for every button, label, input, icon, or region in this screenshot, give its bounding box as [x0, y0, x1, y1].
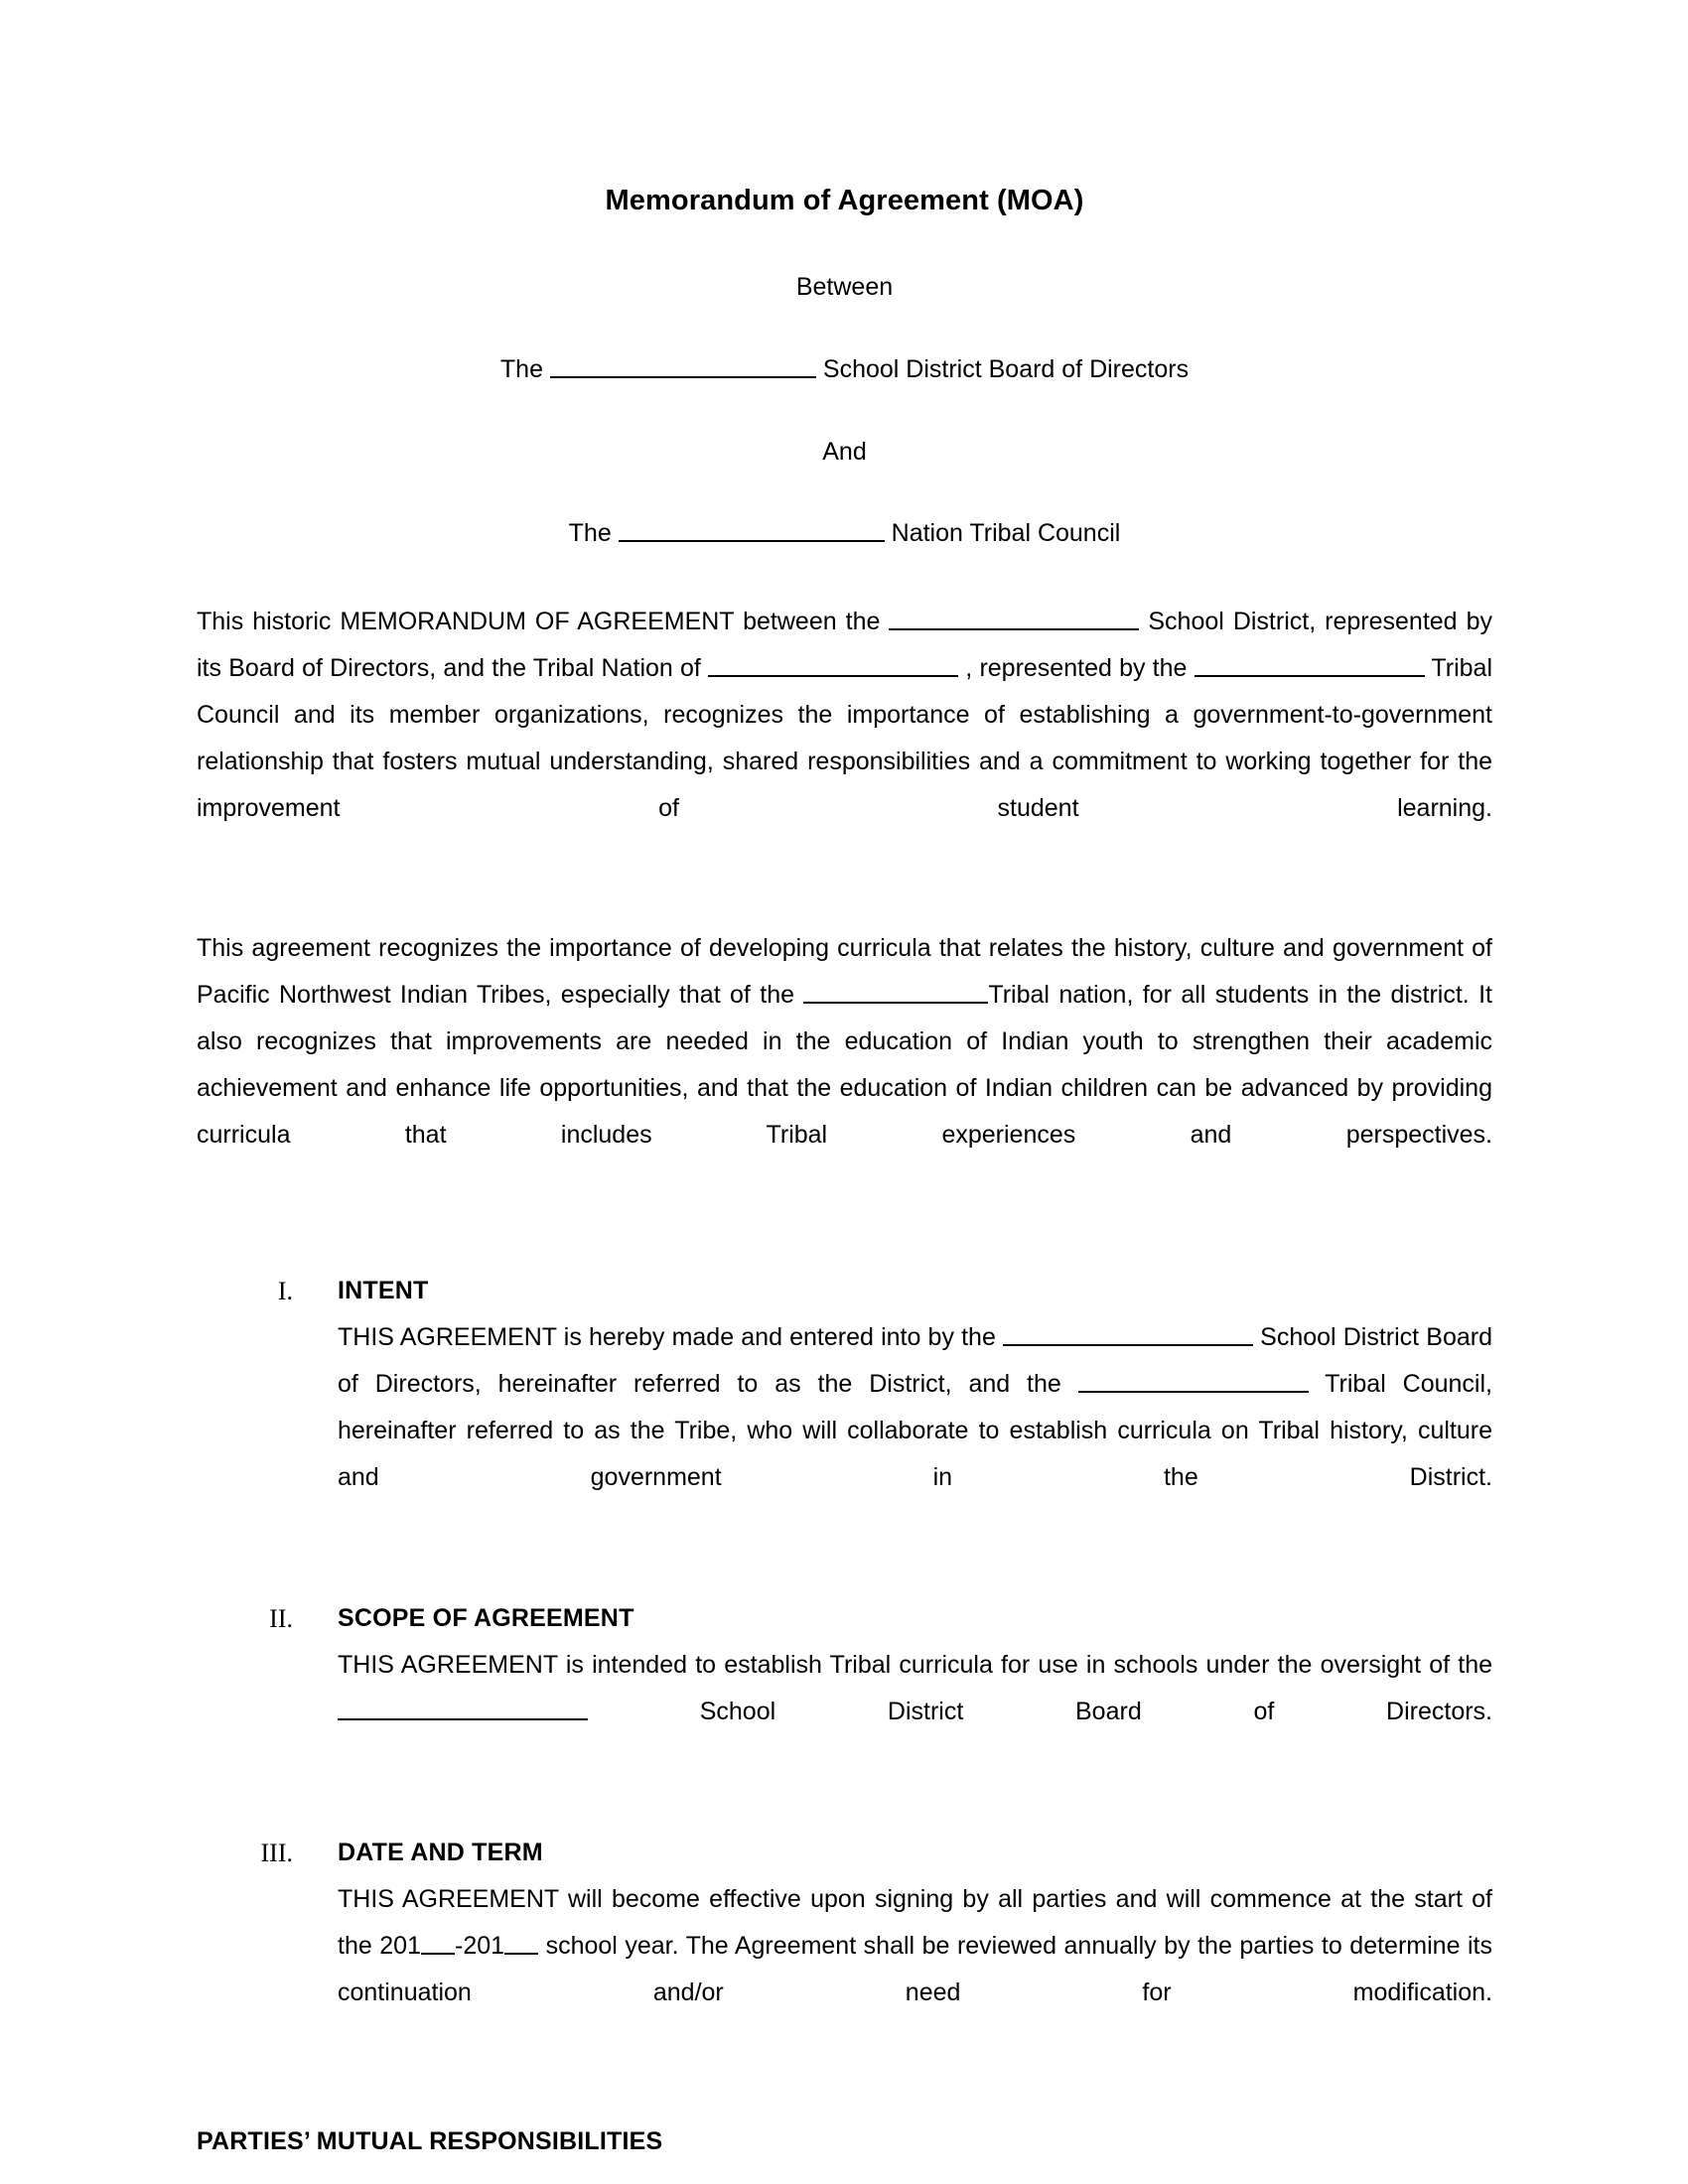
party-two-prefix: The — [568, 519, 612, 547]
fill-in-blank[interactable] — [708, 653, 958, 677]
fill-in-blank[interactable] — [338, 1697, 588, 1720]
section-body — [293, 1268, 1492, 1548]
party-one-blank[interactable] — [550, 354, 816, 378]
fill-in-blank[interactable] — [1195, 653, 1425, 677]
section-body — [293, 1595, 1492, 1782]
party-two-suffix: Nation Tribal Council — [891, 519, 1121, 547]
fill-in-blank[interactable] — [889, 607, 1139, 630]
fill-in-blank[interactable] — [1003, 1322, 1253, 1346]
party-two-blank[interactable] — [619, 518, 885, 542]
fill-in-blank[interactable] — [1078, 1369, 1309, 1393]
section-scope-of-agreement — [197, 1548, 1492, 1782]
page-title: Memorandum of Agreement (MOA) — [605, 185, 1084, 216]
section-numeral: III. — [260, 1839, 293, 1868]
paragraph-curricula: This agreement recognizes the importance of developing curricula that relates the history, culture and government of Pacific Northwest Indian Tribes, especially that of the Tribal nation, for all students in the district. It also recognizes that improvements are needed in the education of Indian youth to strengthen their academic achievement and enhance life opportunities, and that the education of Indian children can be advanced by providing curricula that includes Tribal experiences and perspectives. — [197, 934, 1492, 1150]
and-label: And — [822, 437, 867, 466]
fill-in-blank-short[interactable] — [504, 1937, 538, 1955]
section-numeral: II. — [269, 1604, 293, 1634]
section-numeral: I. — [277, 1277, 293, 1306]
between-label: Between — [795, 273, 894, 302]
party-one-suffix: School District Board of Directors — [822, 354, 1190, 383]
section-date-and-term — [197, 1782, 1492, 2063]
section-body — [293, 1830, 1492, 2063]
section-heading: SCOPE OF AGREEMENT — [338, 1604, 634, 1633]
party-one-prefix: The — [499, 354, 543, 383]
section-paragraph: THIS AGREEMENT is intended to establish Tribal curricula for use in schools under the oversight of the School District Board of Directors. — [338, 1651, 1492, 1726]
section-paragraph: THIS AGREEMENT is hereby made and entered into by the School District Board of Directors, hereinafter referred to as the District, and the Tribal Council, hereinafter referred to as the Tribe, who will collaborate to establish curricula on Tribal history, culture and government in the District. — [338, 1323, 1492, 1492]
party-one-line — [197, 304, 1492, 385]
section-intent — [197, 1205, 1492, 1548]
section-paragraph: THIS AGREEMENT will become effective upon signing by all parties and will commence at the start of the 201 -201 school year. The Agreement shall be reviewed annually by the parties to determine its continuation and/or need for modification. — [338, 1885, 1492, 2007]
paragraph-preamble: This historic MEMORANDUM OF AGREEMENT between the School District, represented by its Board of Directors, and the Tribal Nation of , represented by the Tribal Council and its member organizations, recognizes the importance of establishing a government-to-government relationship that fosters mutual understanding, shared responsibilities and a commitment to working together for the improvement of student learning. — [197, 608, 1492, 823]
fill-in-blank[interactable] — [803, 980, 988, 1004]
fill-in-blank-short[interactable] — [421, 1937, 455, 1955]
section-heading: INTENT — [338, 1277, 429, 1305]
parties-mutual-responsibilities-heading: PARTIES’ MUTUAL RESPONSIBILITIES — [197, 2127, 663, 2156]
document-content-column — [197, 0, 1492, 2165]
section-heading: DATE AND TERM — [338, 1839, 543, 1867]
party-two-line — [197, 468, 1492, 549]
